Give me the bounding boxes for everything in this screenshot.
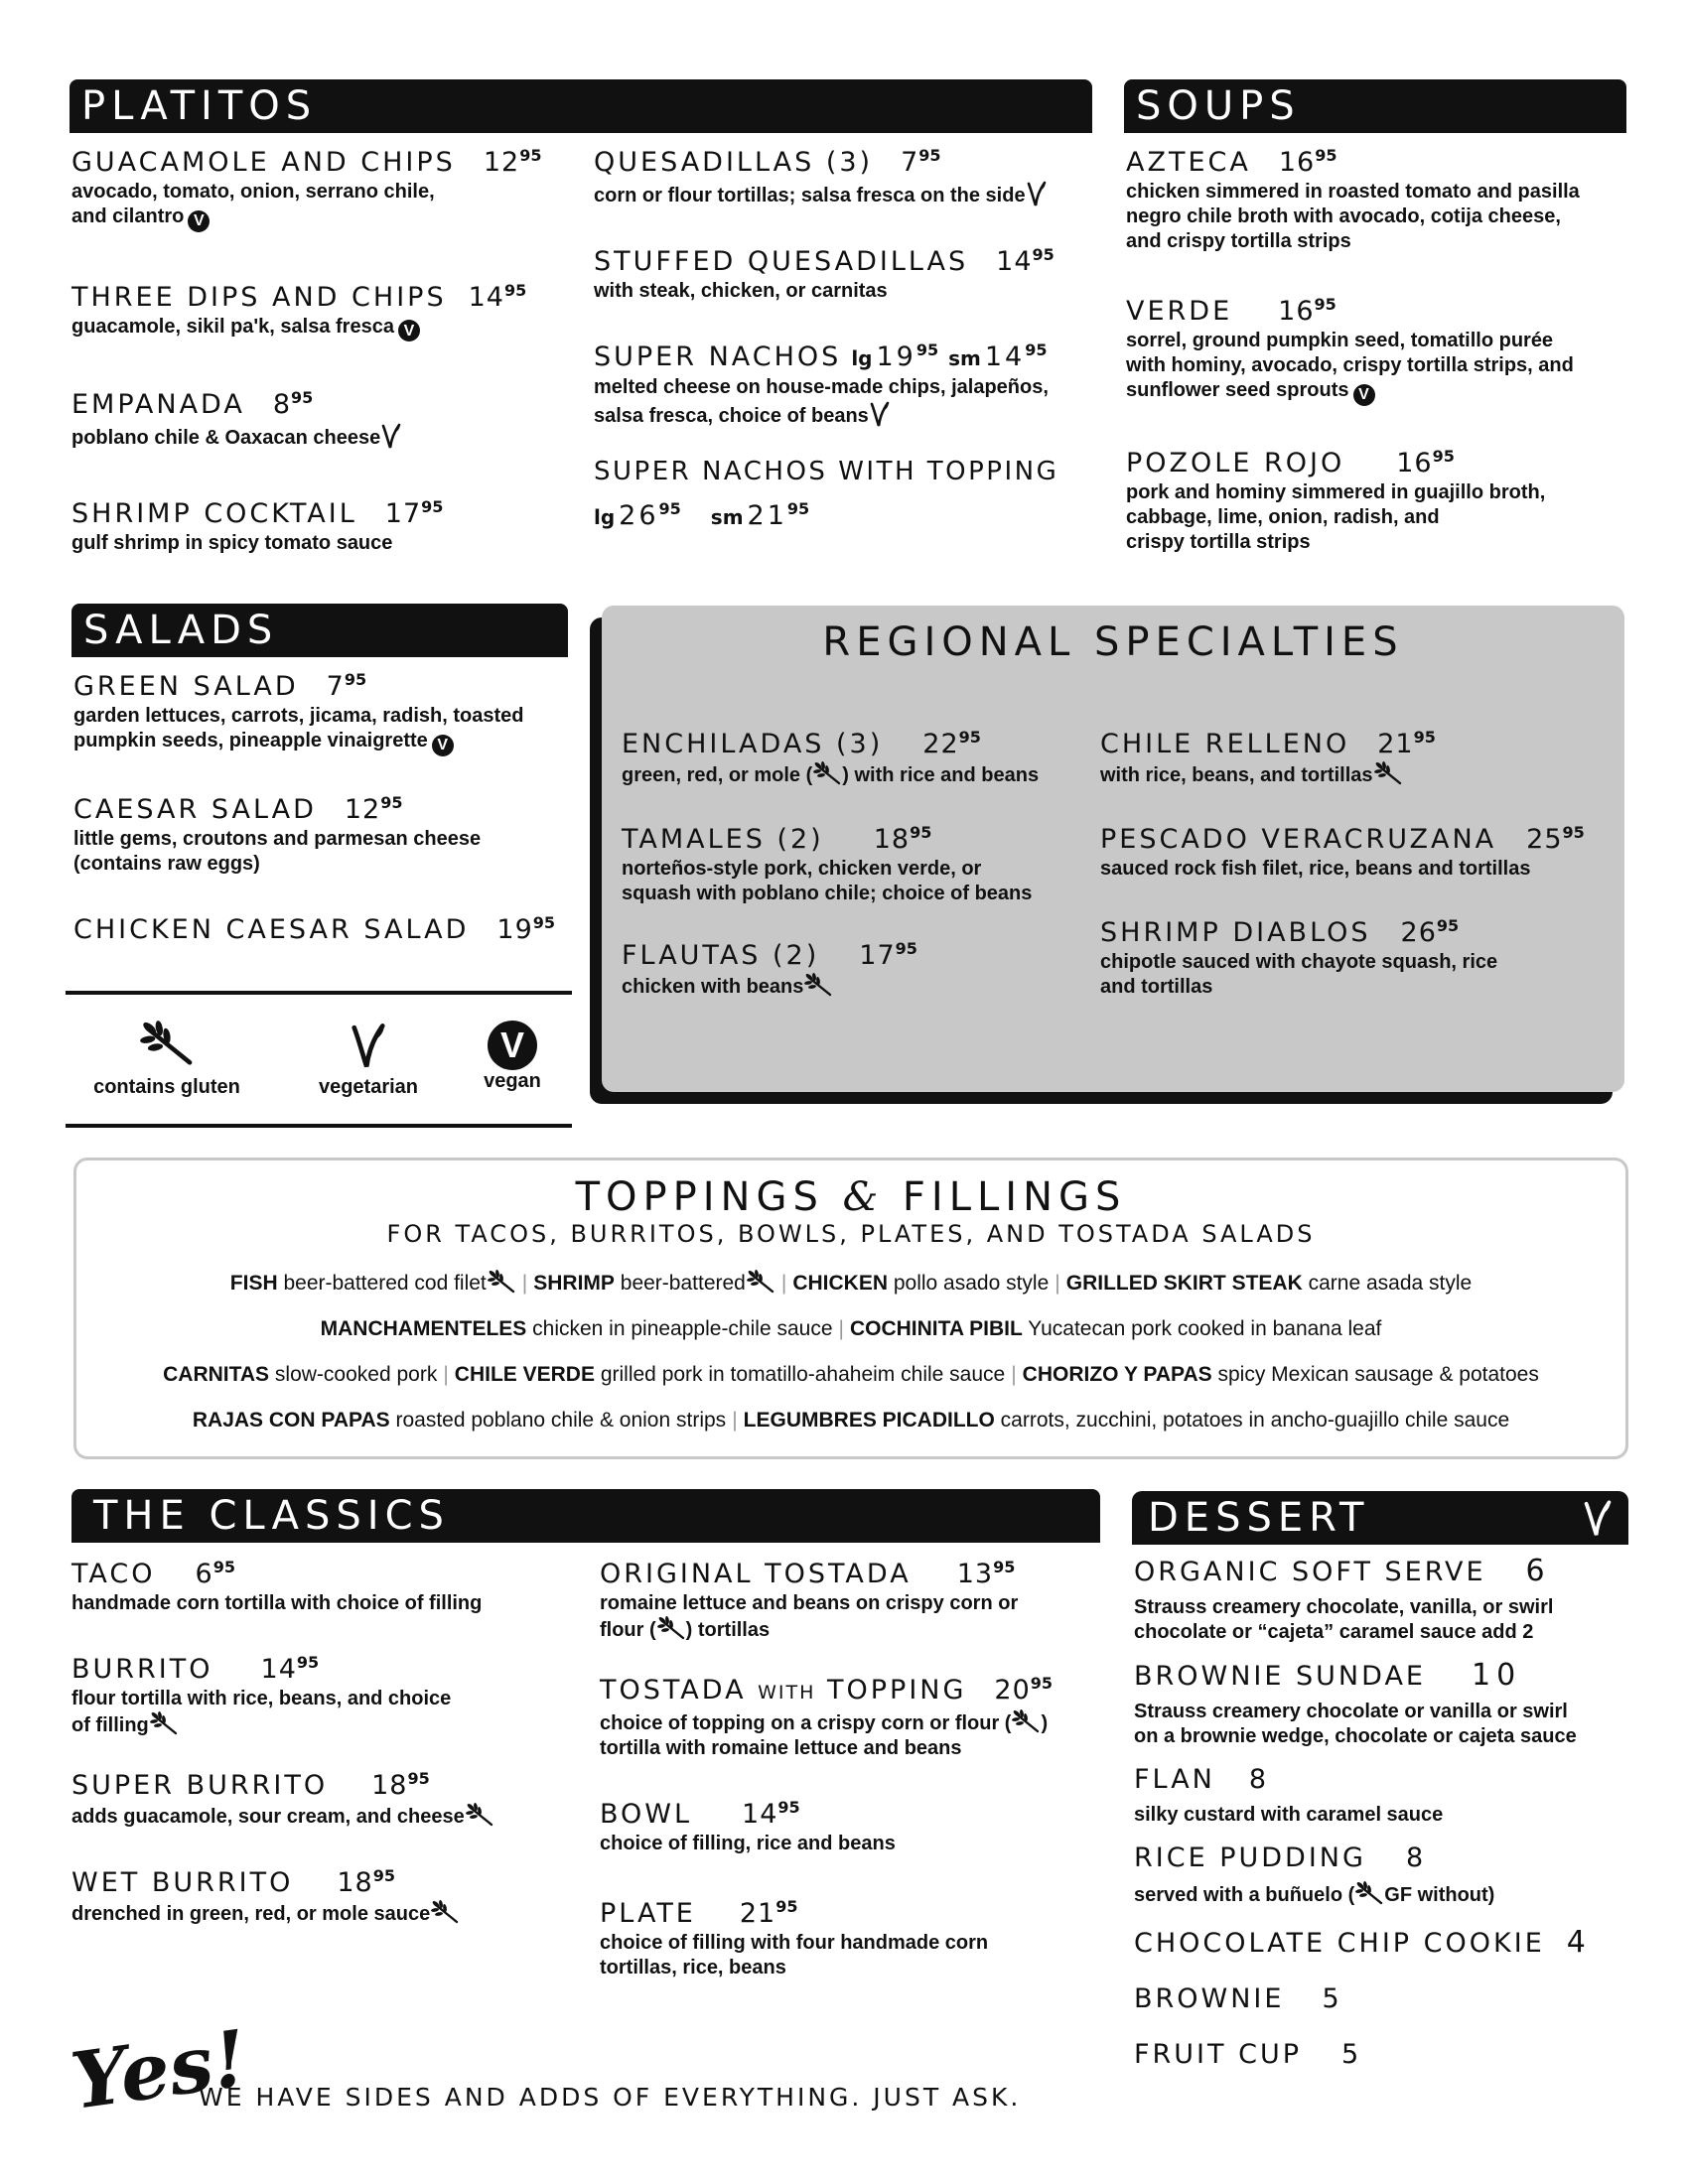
- item-price: $26^{95}$: [619, 499, 681, 531]
- regional-title: REGIONAL SPECIALTIES: [822, 619, 1404, 665]
- item-price: $16^{95}$: [1278, 295, 1336, 327]
- vegetarian-icon: [380, 422, 402, 450]
- item-description: squash with poblano chile; choice of beans: [622, 883, 1033, 904]
- vegan-icon: V: [188, 210, 210, 232]
- item-description: romaine lettuce and beans on crispy corn or: [600, 1592, 1019, 1614]
- menu-item: [1126, 288, 1632, 406]
- item-price: 8: [1248, 1764, 1268, 1795]
- item-description: and tortillas: [1100, 976, 1213, 998]
- toppings-line: FISH beer-battered cod filet | SHRIMP beer-battered | CHICKEN pollo asado style | GRILLED SKIRT STEAK carne asada style: [76, 1270, 1625, 1297]
- item-price: 8: [1405, 1843, 1425, 1873]
- vegetarian-icon: [869, 400, 891, 428]
- item-name: TOSTADA: [600, 1675, 747, 1706]
- item-price: $16^{95}$: [1396, 446, 1455, 478]
- platitos-column-2: [594, 139, 1110, 534]
- item-name: ENCHILADAS (3): [622, 729, 884, 759]
- menu-item: [594, 455, 1110, 534]
- item-price: $16^{95}$: [1278, 146, 1337, 178]
- item-name: BURRITO: [71, 1654, 213, 1685]
- item-name: AZTECA: [1126, 147, 1251, 178]
- item-name: ORIGINAL TOSTADA: [600, 1559, 912, 1589]
- item-description: garden lettuces, carrots, jicama, radish, toasted: [73, 705, 524, 727]
- legend-label: vegetarian: [318, 1076, 419, 1098]
- legend-label: contains gluten: [93, 1076, 240, 1098]
- size-label: lg: [851, 346, 873, 370]
- size-label: sm: [948, 346, 981, 370]
- item-description: and crispy tortilla strips: [1126, 230, 1351, 252]
- item-name: TACO: [71, 1559, 156, 1589]
- item-description: choice of filling, rice and beans: [600, 1833, 896, 1854]
- item-price: $21^{95}$: [1377, 728, 1436, 759]
- item-description: melted cheese on house-made chips, jalapeños,: [594, 376, 1049, 398]
- item-description: corn or flour tortillas; salsa fresca on the side: [594, 185, 1026, 206]
- item-name: GUACAMOLE AND CHIPS: [71, 147, 456, 178]
- item-name: CAESAR SALAD: [73, 793, 317, 825]
- wheat-icon: [1373, 761, 1403, 787]
- item-description: with rice, beans, and tortillas: [1100, 764, 1373, 786]
- regional-specialties-panel: [590, 606, 1626, 1102]
- wheat-icon: [803, 973, 833, 999]
- item-description: chipotle sauced with chayote squash, rice: [1100, 951, 1498, 973]
- legend-vegetarian: [304, 1021, 433, 1099]
- item-price: $17^{95}$: [384, 497, 444, 529]
- classics-column-2: [600, 1551, 1116, 1980]
- item-description: green, red, or mole (: [622, 764, 813, 786]
- item-price: $12^{95}$: [344, 792, 403, 825]
- platitos-title: PLATITOS: [81, 83, 318, 129]
- item-price: $14^{95}$: [468, 280, 527, 313]
- wheat-icon: [1011, 1709, 1041, 1735]
- vegan-icon: V: [1353, 384, 1375, 406]
- menu-item: [600, 1551, 1116, 1643]
- dietary-legend: [66, 991, 572, 1128]
- item-name: TOPPING: [827, 1675, 967, 1706]
- item-name: SHRIMP DIABLOS: [1100, 917, 1371, 948]
- item-name: SUPER NACHOS: [594, 341, 842, 372]
- item-price: $20^{95}$: [994, 1674, 1054, 1706]
- menu-item: [71, 381, 588, 451]
- item-name: VERDE: [1126, 296, 1233, 327]
- item-name: EMPANADA: [71, 389, 245, 420]
- item-description: tortillas, rice, beans: [600, 1957, 786, 1979]
- item-price: $21^{95}$: [747, 499, 810, 531]
- item-description: poblano chile & Oaxacan cheese: [71, 427, 381, 449]
- panel-box: [602, 606, 1624, 1092]
- item-name: WITH: [758, 1682, 816, 1704]
- item-price: 5: [1322, 1983, 1340, 2014]
- menu-item: [1100, 816, 1617, 882]
- item-name: POZOLE ROJO: [1126, 447, 1345, 478]
- item-description: handmade corn tortilla with choice of filling: [71, 1592, 483, 1614]
- item-description: avocado, tomato, onion, serrano chile,: [71, 181, 435, 203]
- ampersand: &: [842, 1174, 885, 1220]
- item-description: chicken simmered in roasted tomato and pasilla: [1126, 181, 1580, 203]
- menu-item: [594, 238, 1110, 304]
- vegetarian-icon: [1026, 180, 1048, 207]
- wheat-icon: [465, 1803, 494, 1829]
- item-description: flour (: [600, 1619, 656, 1641]
- item-price: $18^{95}$: [337, 1866, 395, 1898]
- dessert-title: DESSERT: [1148, 1495, 1370, 1541]
- item-name: RICE PUDDING: [1134, 1843, 1366, 1873]
- item-description: little gems, croutons and parmesan cheese: [73, 827, 482, 850]
- platitos-header: [70, 79, 1092, 133]
- vegan-icon: V: [432, 735, 454, 756]
- menu-item: [622, 721, 1098, 788]
- item-description: pumpkin seeds, pineapple vinaigrette: [73, 730, 428, 751]
- menu-item: [1100, 909, 1617, 1000]
- toppings-fillings-panel: [73, 1158, 1628, 1459]
- item-name: QUESADILLAS (3): [594, 147, 874, 178]
- item-name: FLAUTAS (2): [622, 940, 820, 971]
- size-label: lg: [594, 505, 616, 529]
- item-name: PESCADO VERACRUZANA: [1100, 824, 1497, 855]
- toppings-line: CARNITAS slow-cooked pork | CHILE VERDE grilled pork in tomatillo-ahaheim chile sauce | CHORIZO Y PAPAS spicy Mexican sausage & potatoes: [163, 1363, 1539, 1386]
- item-price: $19^{95}$: [496, 912, 556, 945]
- item-name: BROWNIE: [1134, 1983, 1285, 2014]
- item-name: SUPER BURRITO: [71, 1770, 329, 1801]
- item-description: guacamole, sikil pa'k, salsa fresca: [71, 315, 394, 338]
- salads-column: [73, 663, 580, 947]
- item-name: GREEN SALAD: [73, 671, 299, 702]
- item-description: pork and hominy simmered in guajillo broth,: [1126, 480, 1546, 503]
- item-name: CHICKEN CAESAR SALAD: [73, 913, 470, 945]
- menu-item: [1134, 1982, 1650, 2016]
- dessert-column: [1134, 1555, 1650, 2072]
- toppings-subtitle: FOR TACOS, BURRITOS, BOWLS, PLATES, AND TOSTADA SALADS: [386, 1220, 1316, 1248]
- classics-title: THE CLASSICS: [93, 1493, 450, 1539]
- salads-header: [71, 604, 568, 657]
- menu-item: [1134, 2038, 1650, 2072]
- menu-item: [1134, 1555, 1650, 1645]
- item-description: ) with rice and beans: [842, 764, 1040, 786]
- item-description: tortilla with romaine lettuce and beans: [600, 1737, 962, 1759]
- wheat-icon: [746, 1270, 775, 1296]
- item-description: salsa fresca, choice of beans: [594, 405, 869, 427]
- item-price: $7^{95}$: [326, 670, 367, 702]
- item-name: FLAN: [1134, 1764, 1215, 1795]
- item-price: $14^{95}$: [996, 245, 1055, 277]
- item-price: $8^{95}$: [272, 388, 314, 420]
- menu-item: [73, 786, 580, 877]
- soups-title: SOUPS: [1136, 83, 1301, 129]
- menu-item: [1134, 1926, 1650, 1961]
- item-description: gulf shrimp in spicy tomato sauce: [71, 532, 393, 554]
- menu-item: [1134, 1659, 1650, 1749]
- wheat-icon: [1354, 1881, 1384, 1907]
- item-name: SUPER NACHOS WITH TOPPING: [594, 457, 1059, 486]
- menu-item: [594, 334, 1110, 429]
- legend-label: vegan: [484, 1070, 541, 1092]
- item-name: BOWL: [600, 1799, 693, 1830]
- classics-header: [71, 1489, 1100, 1543]
- item-description: flour tortilla with rice, beans, and choice: [71, 1688, 452, 1709]
- item-description: ): [1041, 1712, 1049, 1734]
- item-description: chicken with beans: [622, 976, 804, 998]
- toppings-line: RAJAS CON PAPAS roasted poblano chile & onion strips | LEGUMBRES PICADILLO carrots, zucchini, potatoes in ancho-guajillo chile sauce: [192, 1409, 1510, 1432]
- salads-title: SALADS: [83, 608, 279, 653]
- menu-item: [71, 274, 588, 342]
- item-description: with hominy, avocado, crispy tortilla strips, and: [1126, 354, 1574, 376]
- wheat-icon: [430, 1900, 460, 1926]
- menu-item: [622, 932, 1098, 1000]
- menu-item: [71, 139, 588, 232]
- menu-item: [71, 1762, 588, 1830]
- menu-item: [71, 1859, 588, 1927]
- menu-item: [1126, 440, 1632, 555]
- item-price: $21^{95}$: [739, 1897, 798, 1929]
- wheat-icon: [149, 1711, 179, 1737]
- legend-vegan: [463, 1021, 562, 1093]
- dessert-header: [1132, 1491, 1628, 1545]
- item-description: Strauss creamery chocolate, vanilla, or swirl: [1134, 1596, 1554, 1618]
- item-description: Strauss creamery chocolate or vanilla or swirl: [1134, 1701, 1568, 1722]
- item-description: cabbage, lime, onion, radish, and: [1126, 505, 1440, 528]
- item-name: SHRIMP COCKTAIL: [71, 498, 357, 529]
- menu-item: [1126, 139, 1632, 254]
- menu-item: [1134, 1842, 1650, 1908]
- menu-item: [73, 906, 580, 947]
- menu-item: [594, 139, 1110, 208]
- regional-column-2: [1100, 721, 1617, 1000]
- item-name: WET BURRITO: [71, 1867, 294, 1898]
- menu-item: [1134, 1763, 1650, 1828]
- item-name: CHILE RELLENO: [1100, 729, 1350, 759]
- soups-header: [1124, 79, 1626, 133]
- item-price: $12^{95}$: [483, 146, 542, 178]
- item-description: silky custard with caramel sauce: [1134, 1804, 1444, 1826]
- item-description: choice of filling with four handmade corn: [600, 1932, 989, 1954]
- item-name: CHOCOLATE CHIP COOKIE: [1134, 1928, 1545, 1959]
- menu-item: [73, 663, 580, 756]
- item-price: 6: [1525, 1554, 1546, 1588]
- item-description: (contains raw eggs): [73, 852, 260, 875]
- item-description: norteños-style pork, chicken verde, or: [622, 858, 982, 880]
- item-description: sunflower seed sprouts: [1126, 379, 1349, 401]
- item-name: THREE DIPS AND CHIPS: [71, 281, 447, 313]
- item-description: with steak, chicken, or carnitas: [594, 280, 888, 302]
- legend-gluten: [87, 1021, 246, 1099]
- item-name: TAMALES (2): [622, 824, 824, 855]
- item-description: drenched in green, red, or mole sauce: [71, 1903, 431, 1925]
- item-price: 4: [1566, 1925, 1587, 1960]
- menu-item: [1100, 721, 1617, 788]
- item-description: GF without): [1384, 1884, 1495, 1906]
- regional-column-1: [622, 721, 1098, 1000]
- item-price: $14^{95}$: [260, 1653, 320, 1685]
- item-price: 5: [1341, 2039, 1360, 2070]
- item-name: PLATE: [600, 1898, 696, 1929]
- item-description: choice of topping on a crispy corn or flour (: [600, 1712, 1012, 1734]
- item-description: crispy tortilla strips: [1126, 530, 1311, 553]
- soups-column: [1126, 139, 1632, 555]
- item-name: BROWNIE SUNDAE: [1134, 1661, 1426, 1692]
- classics-column-1: [71, 1551, 588, 1927]
- item-price: $25^{95}$: [1526, 823, 1585, 855]
- vegetarian-icon: [347, 1021, 390, 1070]
- vegan-icon: V: [398, 320, 420, 341]
- vegan-icon: V: [488, 1021, 537, 1070]
- item-price: $19^{95}$: [876, 341, 939, 372]
- item-description: served with a buñuelo (: [1134, 1884, 1355, 1906]
- toppings-line: MANCHAMENTELES chicken in pineapple-chile sauce | COCHINITA PIBIL Yucatecan pork cooked in banana leaf: [320, 1317, 1382, 1340]
- menu-item: [600, 1667, 1116, 1761]
- item-price: $22^{95}$: [922, 728, 981, 759]
- vegetarian-icon: [1581, 1498, 1615, 1538]
- item-description: negro chile broth with avocado, cotija cheese,: [1126, 205, 1561, 227]
- item-price: $17^{95}$: [859, 939, 917, 971]
- menu-item: [71, 490, 588, 556]
- item-description: of filling: [71, 1714, 149, 1736]
- item-name: FRUIT CUP: [1134, 2039, 1302, 2070]
- item-price: $6^{95}$: [195, 1558, 235, 1589]
- item-price: $7^{95}$: [901, 146, 941, 178]
- wheat-icon: [137, 1021, 197, 1070]
- menu-item: [71, 1551, 588, 1616]
- item-description: and cilantro: [71, 205, 185, 227]
- item-price: $18^{95}$: [371, 1769, 430, 1801]
- item-description: on a brownie wedge, chocolate or cajeta sauce: [1134, 1725, 1577, 1747]
- menu-item: [71, 1646, 588, 1738]
- item-description: ) tortillas: [685, 1619, 771, 1641]
- item-description: adds guacamole, sour cream, and cheese: [71, 1806, 465, 1828]
- toppings-title: TOPPINGS & FILLINGS: [575, 1174, 1127, 1220]
- wheat-icon: [812, 761, 842, 787]
- footer-tagline: WE HAVE SIDES AND ADDS OF EVERYTHING. JUST ASK.: [199, 2083, 1022, 2112]
- item-price: $14^{95}$: [742, 1798, 800, 1830]
- item-name: STUFFED QUESADILLAS: [594, 246, 969, 277]
- menu-item: [600, 1791, 1116, 1856]
- size-label: sm: [710, 505, 744, 529]
- item-price: $18^{95}$: [873, 823, 932, 855]
- yes-script: Yes!: [66, 2013, 253, 2127]
- wheat-icon: [656, 1616, 686, 1642]
- menu-item: [622, 816, 1098, 906]
- item-price: 10: [1471, 1658, 1522, 1693]
- item-price: $14^{95}$: [984, 341, 1048, 372]
- item-price: $26^{95}$: [1400, 916, 1460, 948]
- item-description: sauced rock fish filet, rice, beans and tortillas: [1100, 858, 1531, 880]
- item-name: ORGANIC SOFT SERVE: [1134, 1557, 1486, 1587]
- platitos-column-1: [71, 139, 588, 556]
- item-price: $13^{95}$: [956, 1558, 1016, 1589]
- wheat-icon: [487, 1270, 516, 1296]
- item-description: sorrel, ground pumpkin seed, tomatillo purée: [1126, 330, 1554, 351]
- menu-item: [600, 1890, 1116, 1980]
- item-description: chocolate or “cajeta” caramel sauce add 2: [1134, 1621, 1534, 1643]
